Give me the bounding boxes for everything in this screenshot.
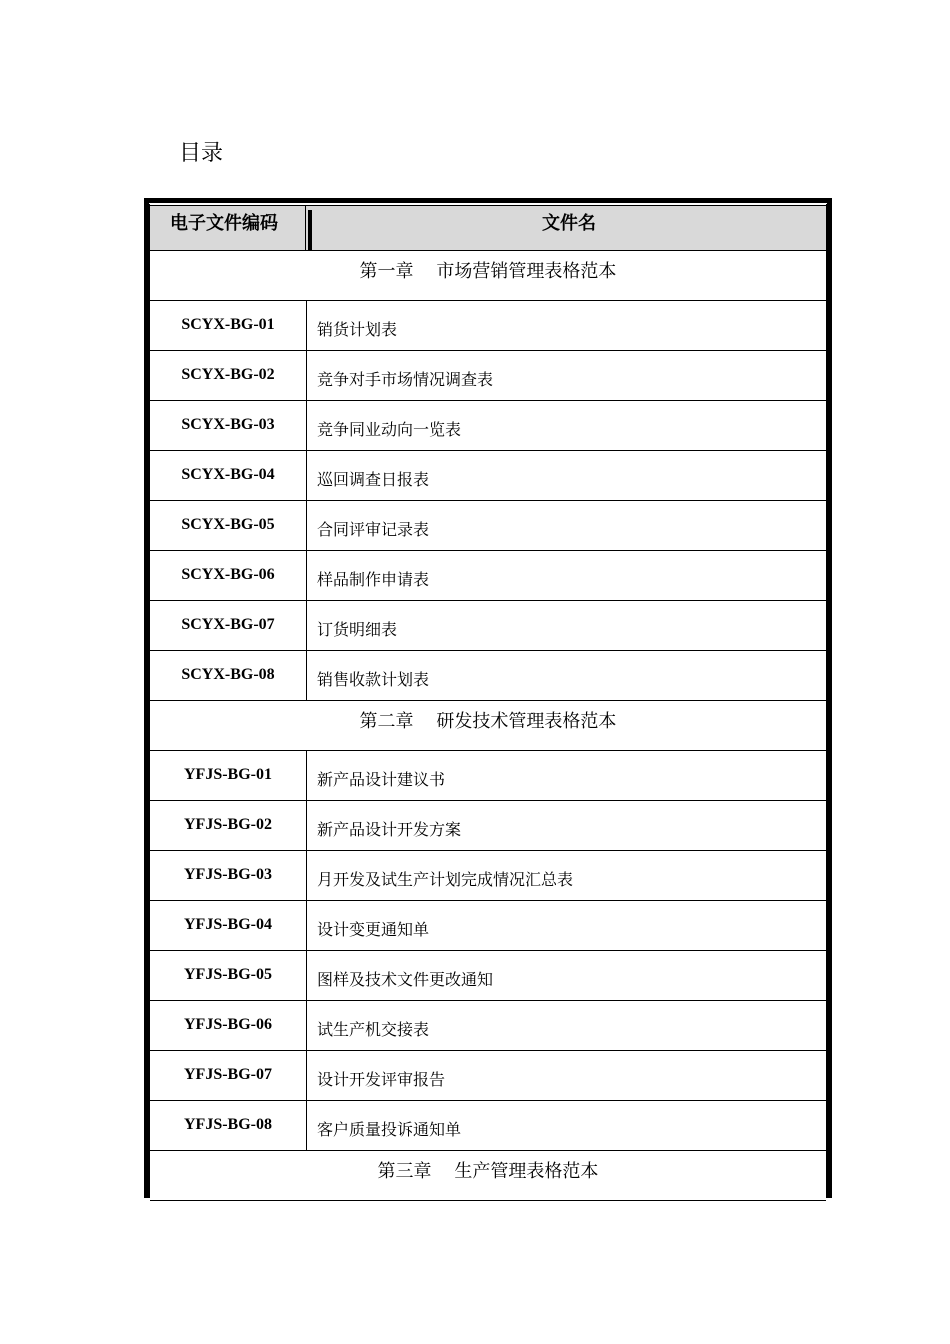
file-name: 月开发及试生产计划完成情况汇总表: [317, 870, 574, 889]
file-name: 合同评审记录表: [317, 520, 430, 539]
file-name: 设计开发评审报告: [317, 1070, 446, 1089]
file-name: 试生产机交接表: [317, 1020, 430, 1039]
file-code: SCYX-BG-01: [150, 301, 307, 350]
table-row: [150, 951, 826, 1001]
file-code: SCYX-BG-06: [150, 551, 307, 600]
file-code: YFJS-BG-05: [150, 951, 307, 1000]
file-name: 巡回调查日报表: [317, 470, 430, 489]
table-row: [150, 901, 826, 951]
table-row: [150, 1101, 826, 1151]
file-name: 设计变更通知单: [317, 920, 430, 939]
header-separator: [305, 206, 312, 250]
file-code: YFJS-BG-01: [150, 751, 307, 800]
table-row: [150, 851, 826, 901]
chapter-heading: 第二章 研发技术管理表格范本: [150, 701, 826, 751]
table-header: [150, 205, 826, 251]
file-code: SCYX-BG-08: [150, 651, 307, 700]
table-row: [150, 551, 826, 601]
file-name: 订货明细表: [317, 620, 398, 639]
table-row: [150, 351, 826, 401]
table-row: [150, 451, 826, 501]
file-name: 样品制作申请表: [317, 570, 430, 589]
file-code: SCYX-BG-03: [150, 401, 307, 450]
table-row: [150, 301, 826, 351]
table-row: [150, 601, 826, 651]
page-title: 目录: [179, 141, 224, 166]
header-code: 电子文件编码: [170, 213, 278, 234]
table-row: [150, 651, 826, 701]
file-name: 销货计划表: [317, 320, 398, 339]
file-name: 竞争对手市场情况调查表: [317, 370, 494, 389]
table-row: [150, 501, 826, 551]
file-code: YFJS-BG-04: [150, 901, 307, 950]
table-row: [150, 1001, 826, 1051]
chapter-heading: 第三章 生产管理表格范本: [150, 1151, 826, 1201]
file-code: SCYX-BG-07: [150, 601, 307, 650]
table-row: [150, 751, 826, 801]
file-name: 新产品设计开发方案: [317, 820, 462, 839]
table-row: [150, 1051, 826, 1101]
file-code: YFJS-BG-02: [150, 801, 307, 850]
file-name: 客户质量投诉通知单: [317, 1120, 462, 1139]
file-code: SCYX-BG-05: [150, 501, 307, 550]
chapter-heading: 第一章 市场营销管理表格范本: [150, 251, 826, 301]
file-code: YFJS-BG-08: [150, 1101, 307, 1150]
file-name: 图样及技术文件更改通知: [317, 970, 494, 989]
header-name: 文件名: [542, 213, 596, 234]
file-code: YFJS-BG-03: [150, 851, 307, 900]
file-name: 新产品设计建议书: [317, 770, 446, 789]
file-code: YFJS-BG-07: [150, 1051, 307, 1100]
table-row: [150, 801, 826, 851]
file-code: YFJS-BG-06: [150, 1001, 307, 1050]
file-code: SCYX-BG-02: [150, 351, 307, 400]
file-code: SCYX-BG-04: [150, 451, 307, 500]
file-name: 销售收款计划表: [317, 670, 430, 689]
toc-table: [150, 205, 826, 1201]
table-row: [150, 401, 826, 451]
file-name: 竞争同业动向一览表: [317, 420, 462, 439]
